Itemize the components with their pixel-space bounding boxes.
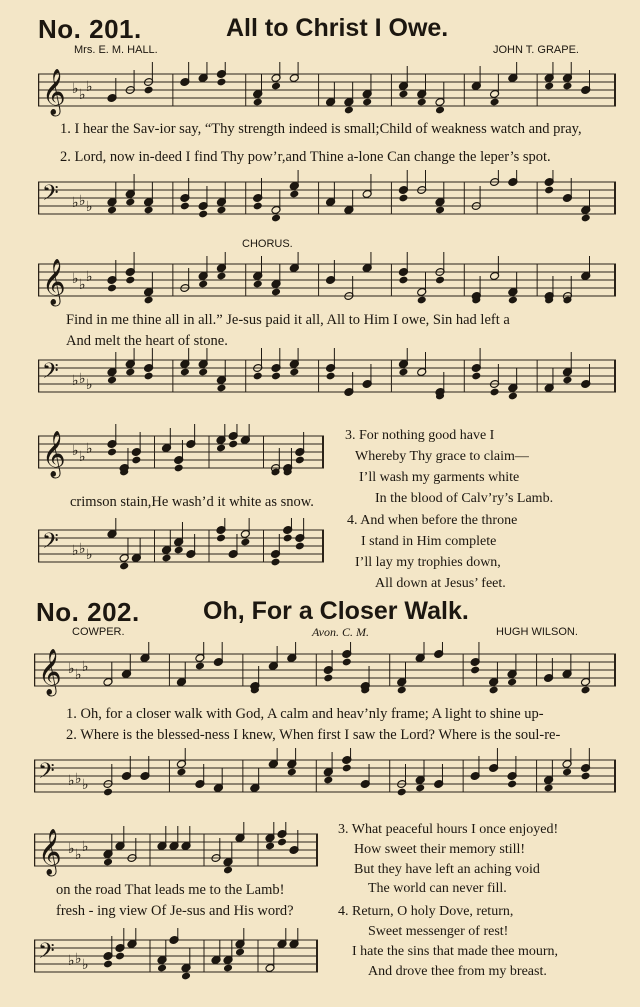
- svg-text:♭: ♭: [75, 951, 82, 967]
- stanza-line: 4. And when before the throne: [347, 513, 518, 528]
- svg-text:♭: ♭: [75, 771, 82, 787]
- composer-credit: JOHN T. GRAPE.: [493, 44, 579, 56]
- lyric-verse-1: on the road That leads me to the Lamb!: [56, 882, 285, 898]
- stanza-line: I’ll wash my garments white: [359, 470, 520, 485]
- treble-clef-icon: 𝄞: [42, 69, 66, 115]
- svg-text:♭: ♭: [82, 659, 89, 675]
- svg-text:♭: ♭: [68, 773, 75, 789]
- hymn-number: No. 201.: [38, 14, 142, 44]
- svg-text:♭: ♭: [79, 277, 86, 293]
- svg-text:♭: ♭: [86, 269, 93, 285]
- svg-text:♭: ♭: [79, 541, 86, 557]
- lyric-verse-1: crimson stain,He wash’d it white as snow.: [70, 494, 314, 510]
- svg-text:♭: ♭: [79, 371, 86, 387]
- stanza-line: In the blood of Calv’ry’s Lamb.: [375, 491, 554, 506]
- treble-staff: [38, 424, 324, 486]
- svg-text:♭: ♭: [82, 839, 89, 855]
- svg-text:♭: ♭: [72, 81, 79, 97]
- stanza-line: How sweet their memory still!: [354, 842, 526, 857]
- svg-text:♭: ♭: [86, 441, 93, 457]
- hymn-title: All to Christ I Owe.: [226, 14, 449, 42]
- bass-staff: [38, 348, 616, 410]
- svg-text:♭: ♭: [79, 87, 86, 103]
- svg-text:♭: ♭: [72, 271, 79, 287]
- svg-text:♭: ♭: [68, 953, 75, 969]
- stanza-line: And drove thee from my breast.: [368, 964, 547, 979]
- bass-staff: [34, 748, 616, 810]
- stanza-line: Whereby Thy grace to claim—: [355, 449, 529, 464]
- stanza-line: The world can never fill.: [368, 881, 507, 896]
- lyric-verse-1: Find in me thine all in all.” Je-sus paid it all, All to Him I owe, Sin had left a: [66, 312, 510, 328]
- treble-clef-icon: 𝄞: [38, 829, 62, 875]
- bass-clef-icon: 𝄢: [38, 939, 55, 969]
- stanza-line: But they have left an aching void: [354, 862, 540, 877]
- svg-text:♭: ♭: [86, 79, 93, 95]
- composer-credit: HUGH WILSON.: [496, 626, 578, 638]
- treble-clef-icon: 𝄞: [38, 649, 62, 695]
- svg-text:♭: ♭: [72, 443, 79, 459]
- bass-clef-icon: 𝄢: [42, 529, 59, 559]
- treble-clef-icon: 𝄞: [42, 431, 66, 477]
- svg-text:♭: ♭: [68, 661, 75, 677]
- svg-text:♭: ♭: [75, 667, 82, 683]
- svg-text:♭: ♭: [75, 847, 82, 863]
- bass-staff: [34, 928, 318, 990]
- lyric-verse-1: 1. I hear the Sav-ior say, “Thy strength indeed is small;Child of weakness watch and pray,: [60, 121, 582, 137]
- bass-staff: [38, 170, 616, 232]
- stanza-line: 3. For nothing good have I: [345, 428, 495, 443]
- svg-text:♭: ♭: [82, 777, 89, 793]
- svg-text:♭: ♭: [86, 377, 93, 393]
- lyricist-credit: Mrs. E. M. HALL.: [74, 44, 158, 56]
- stanza-line: I hate the sins that made thee mourn,: [352, 944, 559, 959]
- hymn-title: Oh, For a Closer Walk.: [203, 597, 469, 625]
- svg-text:♭: ♭: [79, 449, 86, 465]
- bass-clef-icon: 𝄢: [42, 181, 59, 211]
- stanza-line: All down at Jesus’ feet.: [375, 576, 506, 591]
- svg-text:♭: ♭: [72, 543, 79, 559]
- stanza-line: I’ll lay my trophies down,: [355, 555, 501, 570]
- svg-text:♭: ♭: [72, 195, 79, 211]
- treble-staff: [38, 252, 616, 314]
- svg-text:♭: ♭: [82, 957, 89, 973]
- hymn-number: No. 202.: [36, 597, 140, 627]
- treble-staff: [34, 642, 616, 704]
- treble-clef-icon: 𝄞: [42, 259, 66, 305]
- lyric-verse-2: And melt the heart of stone.: [66, 333, 228, 349]
- lyricist-credit: COWPER.: [72, 626, 125, 638]
- tune-meter: Avon. C. M.: [312, 625, 369, 639]
- stanza-line: 3. What peaceful hours I once enjoyed!: [338, 822, 559, 837]
- svg-text:♭: ♭: [72, 373, 79, 389]
- stanza-line: I stand in Him complete: [361, 534, 497, 549]
- lyric-verse-2: 2. Lord, now in-deed I find Thy pow’r,and Thine a-lone Can change the leper’s spot.: [60, 149, 551, 165]
- stanza-line: Sweet messenger of rest!: [368, 924, 509, 939]
- treble-staff: [34, 822, 318, 884]
- lyric-verse-1: 1. Oh, for a closer walk with God, A calm and heav’nly frame; A light to shine up-: [66, 706, 544, 722]
- bass-staff: [38, 518, 324, 580]
- stanza-line: 4. Return, O holy Dove, return,: [338, 904, 514, 919]
- svg-text:♭: ♭: [86, 199, 93, 215]
- bass-clef-icon: 𝄢: [38, 759, 55, 789]
- bass-clef-icon: 𝄢: [42, 359, 59, 389]
- svg-text:♭: ♭: [86, 547, 93, 563]
- lyric-verse-2: 2. Where is the blessed-ness I knew, When first I saw the Lord? Where is the soul-re-: [66, 727, 561, 743]
- chorus-label: CHORUS.: [242, 238, 293, 250]
- lyric-verse-2: fresh - ing view Of Je-sus and His word?: [56, 903, 294, 919]
- treble-staff: [38, 62, 616, 124]
- svg-text:♭: ♭: [79, 193, 86, 209]
- svg-text:♭: ♭: [68, 841, 75, 857]
